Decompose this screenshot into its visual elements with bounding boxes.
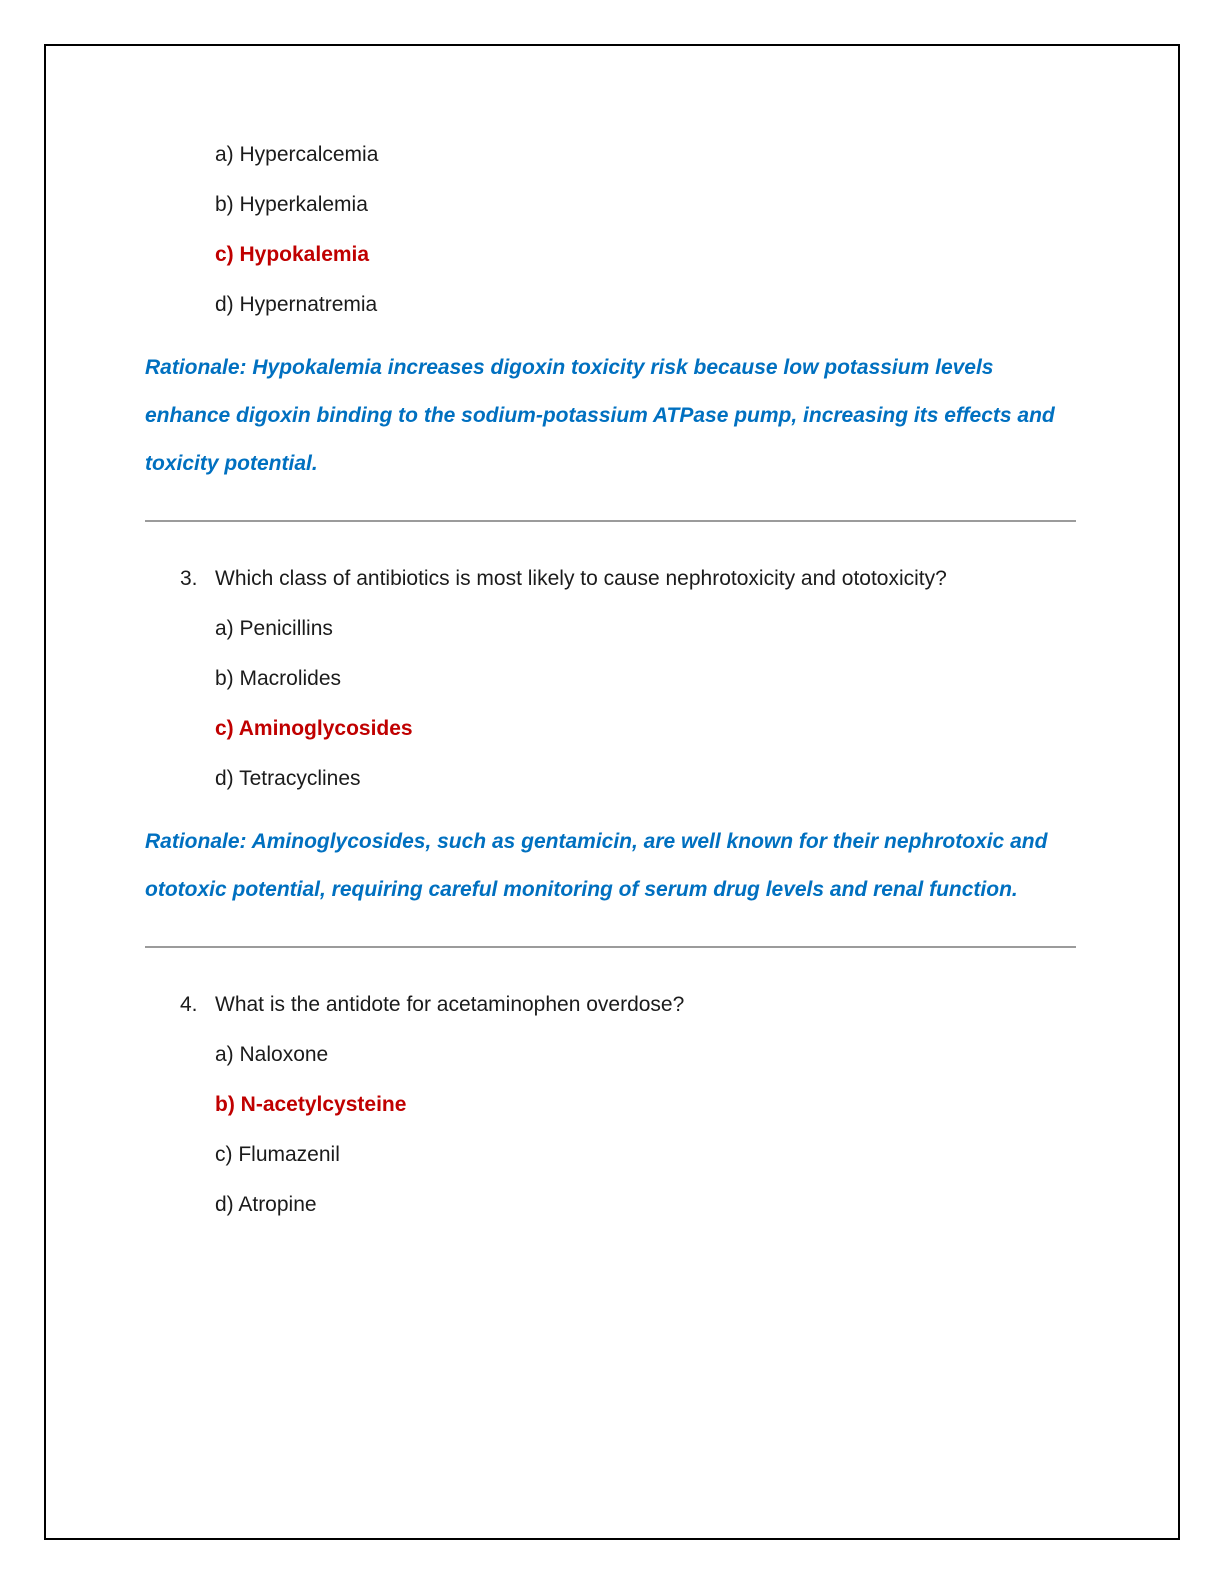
section-divider bbox=[145, 520, 1076, 522]
option-line-correct: c) Aminoglycosides bbox=[215, 717, 413, 740]
option-line: b) Macrolides bbox=[215, 667, 342, 690]
question-text: Which class of antibiotics is most likely to cause nephrotoxicity and ototoxicity? bbox=[215, 567, 947, 590]
options-list bbox=[215, 1030, 1076, 1230]
question-row bbox=[180, 980, 1076, 1030]
options-list bbox=[215, 604, 1076, 804]
option-line: a) Naloxone bbox=[215, 1043, 329, 1066]
page-content bbox=[145, 130, 1076, 1230]
question-block bbox=[145, 130, 1076, 488]
option-line-correct: b) N-acetylcysteine bbox=[215, 1093, 407, 1116]
question-number: 3. bbox=[180, 567, 198, 590]
question-text: What is the antidote for acetaminophen overdose? bbox=[215, 993, 685, 1016]
option-line: d) Atropine bbox=[215, 1193, 317, 1216]
question-block bbox=[145, 980, 1076, 1230]
option-line: d) Hypernatremia bbox=[215, 293, 378, 316]
option-line: b) Hyperkalemia bbox=[215, 193, 368, 216]
section-divider bbox=[145, 946, 1076, 948]
option-line: d) Tetracyclines bbox=[215, 767, 361, 790]
option-line: c) Flumazenil bbox=[215, 1143, 340, 1166]
question-block bbox=[145, 554, 1076, 914]
question-number: 4. bbox=[180, 993, 198, 1016]
option-line: a) Penicillins bbox=[215, 617, 333, 640]
rationale-text: Rationale: Hypokalemia increases digoxin toxicity risk because low potassium levels enhance digoxin binding to the sodium-potassium ATPase pump, increasing its effects and toxicity potential. bbox=[145, 356, 1055, 475]
option-line-correct: c) Hypokalemia bbox=[215, 243, 370, 266]
options-list bbox=[215, 130, 1076, 330]
option-line: a) Hypercalcemia bbox=[215, 143, 379, 166]
rationale-text: Rationale: Aminoglycosides, such as gentamicin, are well known for their nephrotoxic and ototoxic potential, requiring careful monitoring of serum drug levels and renal function. bbox=[145, 830, 1048, 901]
question-row bbox=[180, 554, 1076, 604]
